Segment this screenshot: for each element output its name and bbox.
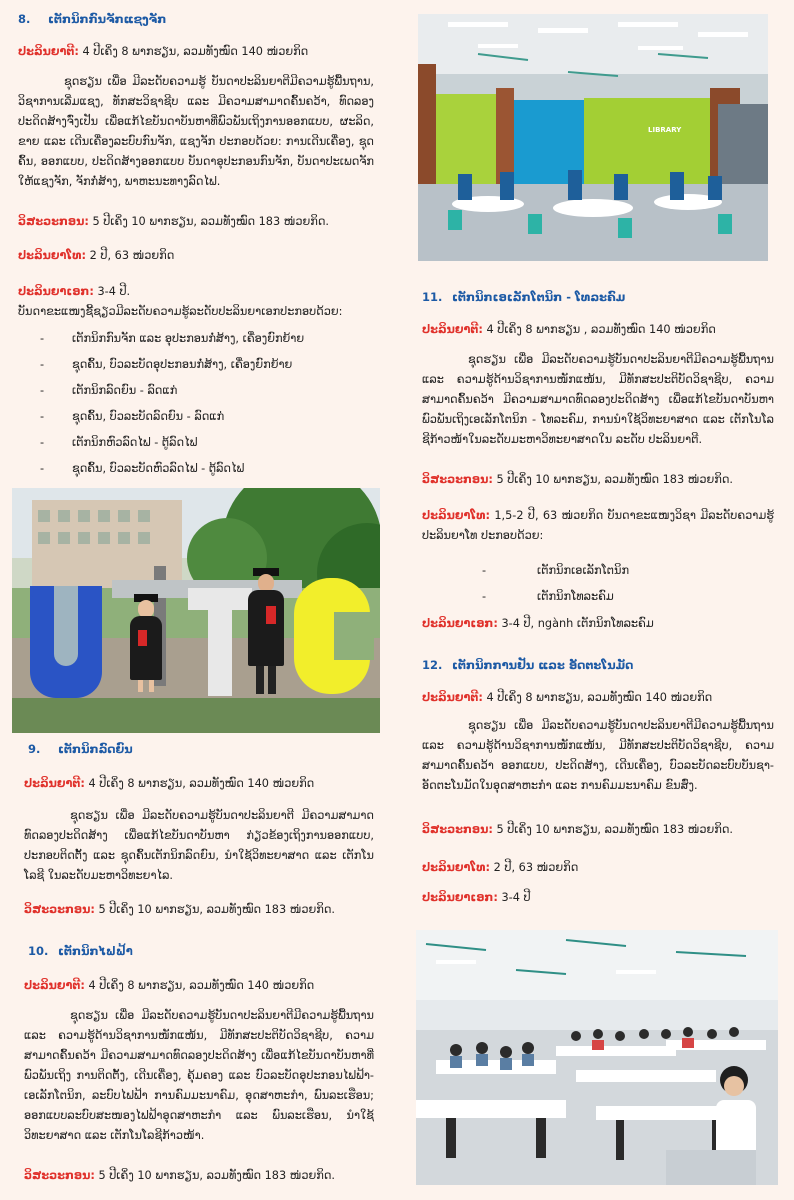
engineer-text: 5 ປີເຄິ່ງ 10 ພາກຮຽນ, ລວມທັງໝົດ 183 ໜ່ວຍກິດ.	[492, 823, 734, 836]
classroom-photo-image	[416, 930, 778, 1185]
section-9-number: 9.	[28, 742, 41, 756]
bachelor-label: ປະລິນຍາຕີ:	[18, 45, 79, 58]
section-12	[422, 658, 782, 672]
section-10	[28, 944, 378, 958]
bachelor-label: ປະລິນຍາຕີ:	[24, 777, 85, 790]
doctor-intro: ບັນດາຂະແໜງຊີ້ຊຽວມີລະດັບຄວາມຮູ້ລະດັບປະລິນຍາເອກປະກອບດ້ວຍ:	[18, 305, 343, 318]
section-11	[422, 290, 782, 304]
section-10-engineer	[24, 1166, 374, 1186]
doctor-label: ປະລິນຍາເອກ:	[422, 891, 498, 904]
section-12-description	[422, 716, 774, 796]
engineer-text: 5 ປີເຄິ່ງ 10 ພາກຮຽນ, ລວມທັງໝົດ 183 ໜ່ວຍກິດ.	[94, 903, 336, 916]
doctor-label: ປະລິນຍາເອກ:	[422, 617, 498, 630]
engineer-label: ວິສະວະກອນ:	[24, 903, 95, 916]
list-item: - ເຕັກນິກໂທລະຄົມ	[422, 584, 782, 610]
section-11-heading	[422, 290, 782, 304]
engineer-text: 5 ປີເຄິ່ງ 10 ພາກຮຽນ, ລວມທັງໝົດ 183 ໜ່ວຍກິດ.	[94, 1169, 336, 1182]
section-8-engineer	[18, 212, 378, 232]
section-10-heading	[28, 944, 378, 958]
master-text: 1,5-2 ປີ, 63 ໜ່ວຍກິດ ບັນດາຂະແໜງວິຊາ ມີລະດັບຄວາມຮູ້ປະລິນຍາໂທ ປະກອບດ້ວຍ:	[422, 509, 774, 542]
section-11-master	[422, 506, 774, 546]
graduate-woman	[126, 594, 166, 694]
classroom-photo	[416, 930, 778, 1185]
bachelor-label: ປະລິນຍາຕີ:	[422, 691, 483, 704]
letter-u-gap	[54, 586, 78, 666]
list-item: - ຊຸດຄົ້ນ, ບົວລະບັດອຸປະກອນກໍ່ສ້າງ, ເຄື່ອງຍົກຍ້າຍ	[6, 352, 386, 378]
section-8-list	[6, 326, 386, 482]
section-10-description	[24, 1006, 374, 1146]
doctor-text: 3-4 ປີ.	[93, 285, 131, 298]
engineer-label: ວິສະວະກອນ:	[422, 473, 493, 486]
section-9	[28, 742, 378, 756]
description-text: ຊຸດຮຽນ ເພື່ອ ມີລະດັບຄວາມຮູ້ບັນດາປະລິນຍາຕີມີຄວາມຮູ້ພື້ນຖານ ແລະ ຄວາມຮູ້ດ້ານວິຊາການໜັກແໜ້ນ, ມີທັກສະປະຕິບັດວິຊາຊີບ, ຄວາມສາມາດຄົ້ນຄວ້າ ອອກແບບ, ປະດິດສ້າງ, ເດີນເຄື່ອງ, ບົວລະບັດລະບົບບັນຊາ-ອັດຕະໂນມັດໃນອຸດສາຫະກຳ ແລະ ການຄົມມະນາຄົມ ຂົນສົ່ງ.	[422, 719, 774, 792]
section-9-engineer	[24, 900, 374, 920]
section-9-title: ເຕັກນິກລົດຍົນ	[58, 742, 133, 756]
section-8-title: ເຕັກນິກກົນຈັກແຊງຈັກ	[48, 12, 167, 26]
description-text: ຊຸດຮຽນ ເພື່ອ ມີລະດັບຄວາມຮູ້ບັນດາປະລິນຍາຕີ ມີຄວາມສາມາດທົດລອງປະດິດສ້າງ ເພື່ອແກ້ໄຂບັນດາບັນຫາ ກ່ຽວຂ້ອງເຖິງການອອກແບບ, ປະກອບຕິດຕັ້ງ ແລະ ຊຸດຄົ້ນເຕັກນິກລົດຍົນ, ນຳໃຊ້ວິທະຍາສາດ ແລະ ເຕັກໂນໂລຊີ ໃນລະດັບມະຫາວິທະຍາໄລ.	[24, 809, 374, 882]
section-12-engineer	[422, 820, 782, 840]
section-10-number: 10.	[28, 944, 49, 958]
list-item: - ເຕັກນິກກົນຈັກ ແລະ ອຸປະກອນກໍ່ສ້າງ, ເຄື່ອງຍົກຍ້າຍ	[6, 326, 386, 352]
engineer-label: ວິສະວະກອນ:	[24, 1169, 95, 1182]
master-text: 2 ປີ, 63 ໜ່ວຍກິດ	[490, 861, 579, 874]
bachelor-label: ປະລິນຍາຕີ:	[422, 323, 483, 336]
doctor-text: 3-4 ປີ	[497, 891, 531, 904]
section-8-description	[18, 72, 374, 192]
library-photo	[418, 14, 768, 261]
bachelor-text: 4 ປີເຄິ່ງ 8 ພາກຮຽນ , ລວມທັງໝົດ 140 ໜ່ວຍກິດ	[482, 323, 716, 336]
engineer-label: ວິສະວະກອນ:	[422, 823, 493, 836]
master-text: 2 ປີ, 63 ໜ່ວຍກິດ	[86, 249, 175, 262]
section-8	[18, 12, 378, 26]
list-item: - ເຕັກນິກຫົວລົດໄຟ - ຕູ້ລົດໄຟ	[6, 430, 386, 456]
section-11-list	[422, 558, 782, 610]
section-11-engineer	[422, 470, 782, 490]
master-label: ປະລິນຍາໂທ:	[422, 509, 491, 522]
section-11-bachelor	[422, 320, 782, 340]
section-8-heading	[18, 12, 378, 26]
graduation-photo	[12, 488, 380, 733]
section-8-number: 8.	[18, 12, 31, 26]
section-11-number: 11.	[422, 290, 443, 304]
list-item: - ຊຸດຄົ້ນ, ບົວລະບັດຫົວລົດໄຟ - ຕູ້ລົດໄຟ	[6, 456, 386, 482]
library-sign: LIBRARY	[648, 126, 682, 134]
section-12-doctor	[422, 888, 782, 908]
engineer-text: 5 ປີເຄິ່ງ 10 ພາກຮຽນ, ລວມທັງໝົດ 183 ໜ່ວຍກິດ.	[492, 473, 734, 486]
bachelor-label: ປະລິນຍາຕີ:	[24, 979, 85, 992]
section-12-title: ເຕັກນິກການຢັນ ແລະ ອັດຕະໂນມັດ	[452, 658, 634, 672]
section-8-doctor	[18, 282, 378, 322]
graduate-man	[244, 568, 288, 696]
description-text: ຊຸດຮຽນ ເພື່ອ ມີລະດັບຄວາມຮູ້ ບັນດາປະລິນຍາຕີມີຄວາມຮູ້ພື້ນຖານ, ວິຊາການເລີ່ມແຊງ, ທັກສະວິຊາຊີບ ແລະ ມີຄວາມສາມາດຄົ້ນຄວ້າ, ທົດລອງປະດິດສ້າງຈົ່ງເປັນ ເພື່ອແກ້ໄຂບັນດາບັນຫາທີ່ພົວພັນເຖິງການອອກແບບ, ຜະລິດ, ຂາຍ ແລະ ເດີນເຄື່ອງລະບົບກົນຈັກ, ແຊງຈັກ ປະກອບດ້ວຍ: ການເດີນເຄື່ອງ, ຊຸດຄົ້ນ, ອອກແບບ, ປະດິດສ້າງອອກແບບ ບັນດາອຸປະກອນກົນຈັກ, ບັນດາປະເພດຈັກໃຫ້ແຊງຈັກ, ຈັກກໍ່ສ້າງ, ພາຫະນະທາງລົດໄຟ.	[18, 75, 374, 188]
section-10-bachelor	[24, 976, 374, 996]
letter-c-gap	[334, 612, 374, 660]
list-item: - ເຕັກນິກເອເລັກໂຕນິກ	[422, 558, 782, 584]
section-10-title: ເຕັກນິກໄຟຟ້າ	[58, 944, 133, 958]
section-11-doctor	[422, 614, 782, 634]
section-12-number: 12.	[422, 658, 443, 672]
section-8-master	[18, 246, 378, 266]
library-photo-image	[418, 14, 768, 261]
master-label: ປະລິນຍາໂທ:	[18, 249, 87, 262]
bachelor-text: 4 ປີເຄິ່ງ 8 ພາກຮຽນ, ລວມທັງໝົດ 140 ໜ່ວຍກິດ	[84, 777, 315, 790]
section-9-heading	[28, 742, 378, 756]
list-item: - ເຕັກນິກລົດຍົນ - ລົດແກ່	[6, 378, 386, 404]
engineer-text: 5 ປີເຄິ່ງ 10 ພາກຮຽນ, ລວມທັງໝົດ 183 ໜ່ວຍກິດ.	[88, 215, 330, 228]
bachelor-text: 4 ປີເຄິ່ງ 8 ພາກຮຽນ, ລວມທັງໝົດ 140 ໜ່ວຍກິດ	[482, 691, 713, 704]
bachelor-text: 4 ປີເຄິ່ງ 8 ພາກຮຽນ, ລວມທັງໝົດ 140 ໜ່ວຍກິດ	[84, 979, 315, 992]
section-9-description	[24, 806, 374, 886]
bachelor-text: 4 ປີເຄິ່ງ 8 ພາກຮຽນ, ລວມທັງໝົດ 140 ໜ່ວຍກິດ	[78, 45, 309, 58]
list-item: - ຊຸດຄົ້ນ, ບົວລະບັດລົດຍົນ - ລົດແກ່	[6, 404, 386, 430]
description-text: ຊຸດຮຽນ ເພື່ອ ມີລະດັບຄວາມຮູ້ບັນດາປະລິນຍາຕີມີຄວາມຮູ້ພື້ນຖານ ແລະ ຄວາມຮູ້ດ້ານວິຊາການໜັກແໜ້ນ, ມີທັກສະປະຕິບັດວິຊາຊີບ, ຄວາມສາມາດຄົ້ນຄວ້າ ມີຄວາມສາມາດທົດລອງປະດິດສ້າງ ເພື່ອແກ້ໄຂບັນດາບັນຫາພົວພັນເຖິງເອເລັກໂຕນິກ - ໂທລະຄົມ, ການນຳໃຊ້ວິທະຍາສາດ ແລະ ເຕັກໂນໂລຊີກ້າວໜ້າໃນລະດັບມະຫາວິທະຍາສາດໃນ ລະດັບ ປະລິນຍາຕີ.	[422, 353, 774, 446]
section-9-bachelor	[24, 774, 374, 794]
letter-t: T	[208, 588, 232, 696]
engineer-label: ວິສະວະກອນ:	[18, 215, 89, 228]
section-12-heading	[422, 658, 782, 672]
section-11-description	[422, 350, 774, 450]
section-11-title: ເຕັກນິກເອເລັກໂຕນິກ - ໂທລະຄົມ	[452, 290, 626, 304]
master-label: ປະລິນຍາໂທ:	[422, 861, 491, 874]
section-8-bachelor	[18, 42, 378, 62]
section-12-bachelor	[422, 688, 782, 708]
doctor-text: 3-4 ປີ, ngành ເຕັກນິກໂທລະຄົມ	[497, 617, 654, 630]
description-text: ຊຸດຮຽນ ເພື່ອ ມີລະດັບຄວາມຮູ້ບັນດາປະລິນຍາຕີມີຄວາມຮູ້ພື້ນຖານ ແລະ ຄວາມຮູ້ດ້ານວິຊາການໜັກແໜ້ນ, ມີທັກສະປະຕິບັດວິຊາຊີບ, ຄວາມສາມາດຄົ້ນຄວ້າ ມີຄວາມສາມາດທົດລອງປະດິດສ້າງ ເພື່ອແກ້ໄຂບັນດາບັນຫາທີ່ພົວພັນເຖິງ ການຕິດຕັ້ງ, ເດີນເຄື່ອງ, ຄຸ້ມຄອງ ແລະ ບົວລະບັດອຸປະກອນໄຟຟ້າ-ເອເລັກໂຕນິກ, ລະບົບໄຟຟ້າ ການຄົມມະນາຄົມ, ອຸດສາຫະກຳ, ພົນລະເຮືອນ; ອອກແບບລະບົບສະໜອງໄຟຟ້າອຸດສາຫະກຳ ແລະ ພົນລະເຮືອນ, ນຳໃຊ້ວິທະຍາສາດ ແລະ ເຕັກໂນໂລຊີກ້າວໜ້າ.	[24, 1009, 374, 1142]
doctor-label: ປະລິນຍາເອກ:	[18, 285, 94, 298]
section-12-master	[422, 858, 782, 878]
letter-u: U	[30, 586, 102, 698]
